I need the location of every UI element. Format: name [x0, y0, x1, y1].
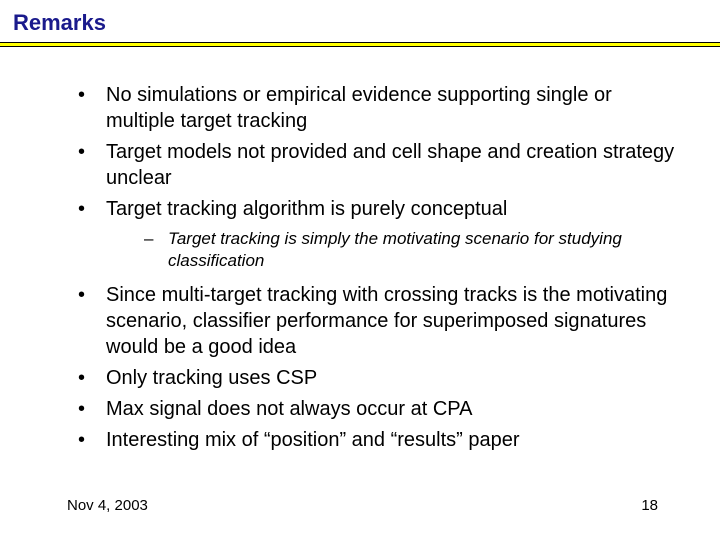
bullet-marker: •: [78, 429, 86, 451]
bullet-item: [78, 396, 678, 422]
bullet-text: No simulations or empirical evidence supporting single or multiple target tracking: [106, 84, 612, 132]
bullet-marker: •: [78, 84, 86, 106]
bullet-text: Only tracking uses CSP: [106, 367, 318, 389]
footer-page-number: 18: [641, 497, 658, 514]
bullet-text: Max signal does not always occur at CPA: [106, 398, 473, 420]
bullet-item: [78, 282, 678, 360]
bullet-item: [78, 365, 678, 391]
bullet-item: [78, 196, 678, 272]
title-underline-rule: [0, 42, 720, 47]
sub-bullet-list: [106, 228, 678, 272]
sub-bullet-item: [106, 228, 678, 272]
bullet-list: [78, 82, 678, 458]
bullet-marker: •: [78, 398, 86, 420]
sub-bullet-marker: –: [144, 229, 154, 248]
bullet-text: Interesting mix of “position” and “results” paper: [106, 429, 520, 451]
bullet-marker: •: [78, 198, 86, 220]
bullet-marker: •: [78, 367, 86, 389]
bullet-text: Target models not provided and cell shape and creation strategy unclear: [106, 141, 675, 189]
footer-date: Nov 4, 2003: [67, 497, 148, 514]
bullet-item: [78, 427, 678, 453]
slide-title: Remarks: [13, 10, 106, 35]
bullet-item: [78, 139, 678, 191]
bullet-marker: •: [78, 141, 86, 163]
bullet-text: Since multi-target tracking with crossing tracks is the motivating scenario, classifier performance for superimposed signatures would be a good idea: [106, 284, 668, 358]
sub-bullet-text: Target tracking is simply the motivating scenario for studying classification: [168, 229, 622, 270]
bullet-text: Target tracking algorithm is purely conceptual: [106, 198, 508, 220]
bullet-marker: •: [78, 284, 86, 306]
bullet-item: [78, 82, 678, 134]
